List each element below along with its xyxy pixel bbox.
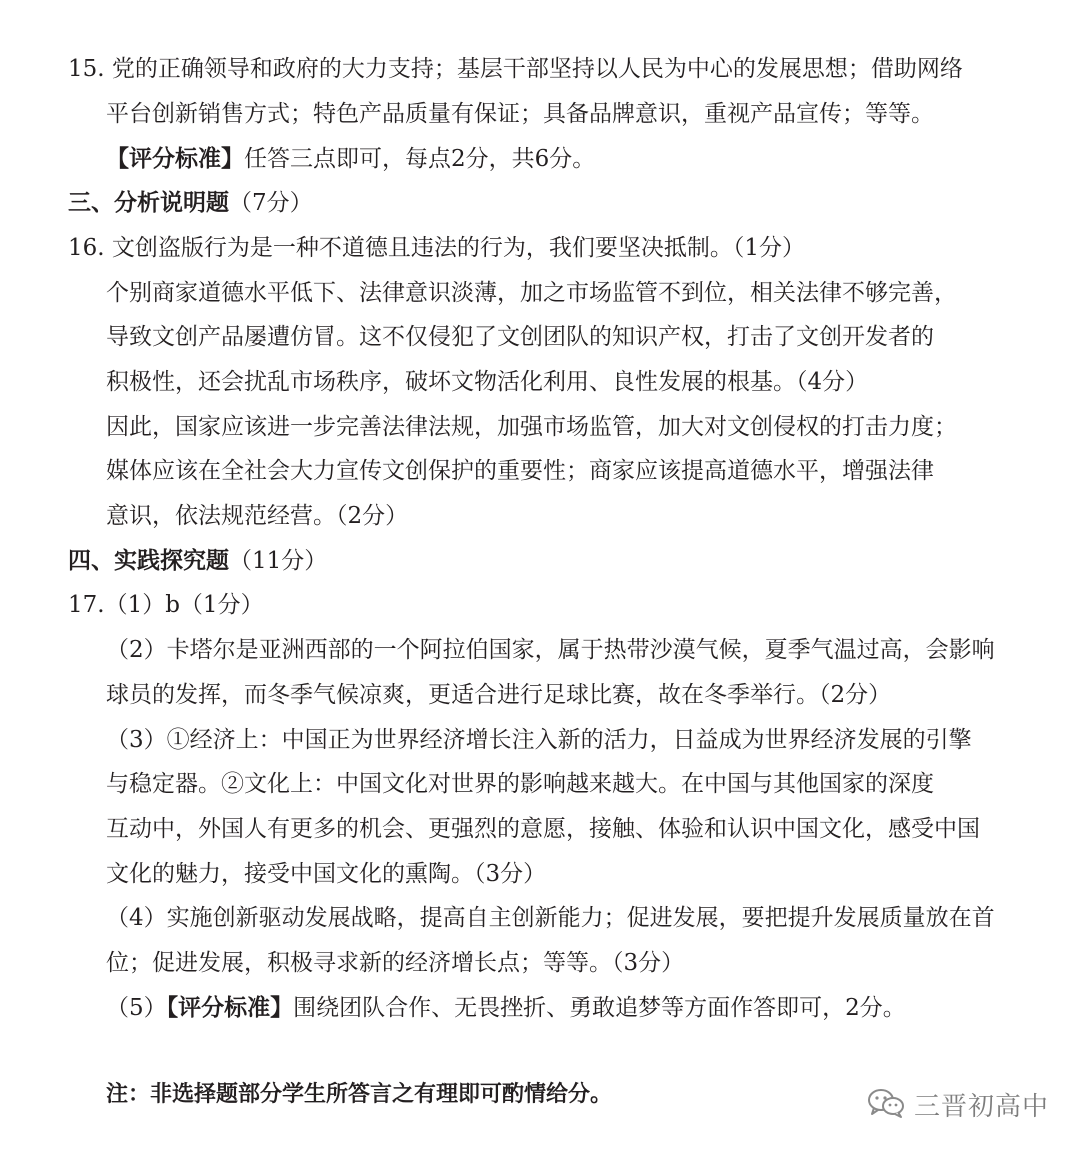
section-3-title: 三、分析说明题 [68,190,229,216]
q16-line-3: 导致文创产品屡遭仿冒。这不仅侵犯了文创团队的知识产权，打击了文创开发者的 [106,324,934,350]
grading-note: 注：非选择题部分学生所答言之有理即可酌情给分。 [106,1082,613,1107]
q15-line-2: 平台创新销售方式；特色产品质量有保证；具备品牌意识，重视产品宣传；等等。 [106,101,934,127]
watermark [866,1086,1049,1123]
section-4-heading [68,546,327,576]
section-3-heading [68,188,313,218]
q17-line-9: 位；促进发展，积极寻求新的经济增长点；等等。（3分） [106,950,685,976]
wechat-icon [866,1087,906,1123]
q17-line-7: 文化的魅力，接受中国文化的熏陶。（3分） [106,861,547,887]
q15-line-1: 15. 党的正确领导和政府的大力支持；基层干部坚持以人民为中心的发展思想；借助网络 [68,56,963,82]
section-3-points: （7分） [229,190,313,216]
q17-part-5-prefix: （5） [106,995,167,1021]
grading-standard-tag: 【评分标准】 [106,146,244,172]
q17-line-10 [106,993,906,1023]
q17-line-5: 与稳定器。②文化上：中国文化对世界的影响越来越大。在中国与其他国家的深度 [106,771,934,797]
q17-part-5-text: 围绕团队合作、无畏挫折、勇敢追梦等方面作答即可，2分。 [293,995,906,1021]
q17-line-8: （4）实施创新驱动发展战略，提高自主创新能力；促进发展，要把提升发展质量放在首 [106,905,995,931]
q16-line-5: 因此，国家应该进一步完善法律法规，加强市场监管，加大对文创侵权的打击力度； [106,414,957,440]
q16-line-2: 个别商家道德水平低下、法律意识淡薄，加之市场监管不到位，相关法律不够完善， [106,280,957,306]
section-4-title: 四、实践探究题 [68,548,229,574]
q16-line-1: 16. 文创盗版行为是一种不道德且违法的行为，我们要坚决抵制。（1分） [68,235,806,261]
q17-line-3: 球员的发挥，而冬季气候凉爽，更适合进行足球比赛，故在冬季举行。（2分） [106,682,892,708]
grading-standard-text: 任答三点即可，每点2分，共6分。 [244,146,596,172]
q16-line-7: 意识，依法规范经营。（2分） [106,503,409,529]
q17-line-4: （3）①经济上：中国正为世界经济增长注入新的活力，日益成为世界经济发展的引擎 [106,727,972,753]
q17-line-6: 互动中，外国人有更多的机会、更强烈的意愿，接触、体验和认识中国文化，感受中国 [106,816,980,842]
q17-line-1: 17.（1）b（1分） [68,592,264,618]
grading-standard-tag: 【评分标准】 [166,995,294,1021]
q15-grading [106,144,595,174]
q16-line-4: 积极性，还会扰乱市场秩序，破坏文物活化利用、良性发展的根基。（4分） [106,369,869,395]
q16-line-6: 媒体应该在全社会大力宣传文创保护的重要性；商家应该提高道德水平，增强法律 [106,458,934,484]
section-4-points: （11分） [229,548,328,574]
watermark-text: 三晋初高中 [914,1092,1050,1122]
q17-line-2: （2）卡塔尔是亚洲西部的一个阿拉伯国家，属于热带沙漠气候，夏季气温过高，会影响 [106,637,995,663]
